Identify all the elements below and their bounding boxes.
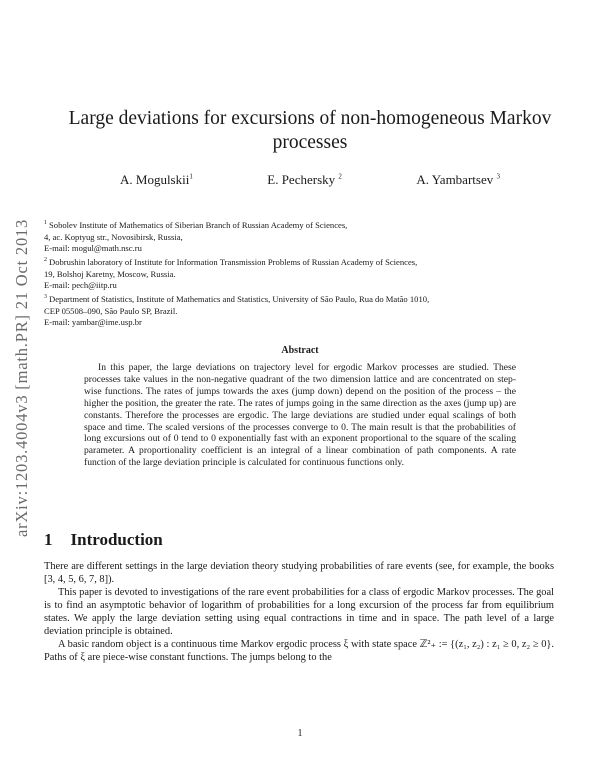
email: E-mail: mogul@math.nsc.ru (44, 243, 142, 254)
email: E-mail: pech@iitp.ru (44, 280, 117, 291)
author: E. Pechersky $^2$ (267, 172, 342, 187)
abstract-heading: Abstract (281, 345, 319, 356)
affiliation: $^1$ Sobolev Institute of Mathematics of Siberian Branch of Russian Academy of Sciences, 4, ac. Koptyug str., Novosibirsk, Russia, E-mail: mogul@math.nsc.ru (44, 218, 564, 255)
affiliations (44, 218, 564, 329)
paragraph: A basic random object is a continuous time Markov ergodic process ξ with state space ℤ²₊ := {(z₁, z₂) : z₁ ≥ 0, z₂ ≥ 0}. Paths of ξ are piece-wise constant functions. The jumps belong to the (44, 639, 554, 663)
arxiv-identifier: arXiv:1203.4004v3 [math.PR] 21 Oct 2013 (12, 218, 31, 537)
email: E-mail: yambar@ime.usp.br (44, 317, 142, 328)
abstract-text: In this paper, the large deviations on trajectory level for ergodic Markov processes are studied. These processes take values in the non-negative quadrant of the two dimension lattice and are concentrated on step-wise functions. The rates of jumps towards the axes (jump down) depend on the position of the process – the higher the position, the greater the rate. The rates of jumps going in the same direction as the axes (jump up) are constants. Therefore the processes are ergodic. The large deviations are studied under equal scalings of both space and time. The scaled versions of the processes converge to 0. The main result is that the probabilities of long excursions out of 0 tend to 0 exponentially fast with an exponent proportional to the square of the scaling parameter. A proportionality coefficient is an integral of a linear combination of path components. A rate function of the large deviation principle is calculated for continuous functions only. (84, 362, 516, 469)
author: A. Yambartsev $^3$ (416, 172, 500, 187)
paragraph: This paper is devoted to investigations of the rare event probabilities for a class of ergodic Markov processes. The goal is to find an asymptotic behavior of logarithm of probabilities for a long excursion of the process far from equilibrium states. We apply the large deviation setting using equal contractions in time and in space. The path level of a large deviation principle is obtained. (44, 587, 554, 637)
affiliation: $^3$ Department of Statistics, Institute of Mathematics and Statistics, University of São Paulo, Rua do Matão 1010, CEP 05508–090, São Paulo SP, Brazil. E-mail: yambar@ime.usp.br (44, 292, 564, 329)
affiliation: $^2$ Dobrushin laboratory of Institute for Information Transmission Problems of Russian Academy of Sciences, 19, Bolshoj Karetny, Moscow, Russia. E-mail: pech@iitp.ru (44, 255, 564, 292)
paper-title: Large deviations for excursions of non-homogeneous Markov processes (68, 108, 552, 153)
section-heading: 1 Introduction (44, 530, 163, 549)
paragraph: There are different settings in the large deviation theory studying probabilities of rare events (see, for example, the books [3, 4, 5, 6, 7, 8]). (44, 561, 554, 585)
page-number: 1 (297, 728, 303, 739)
author: A. Mogulskii$^1$ (120, 172, 193, 187)
author-list (120, 172, 500, 188)
body-text (44, 560, 554, 664)
